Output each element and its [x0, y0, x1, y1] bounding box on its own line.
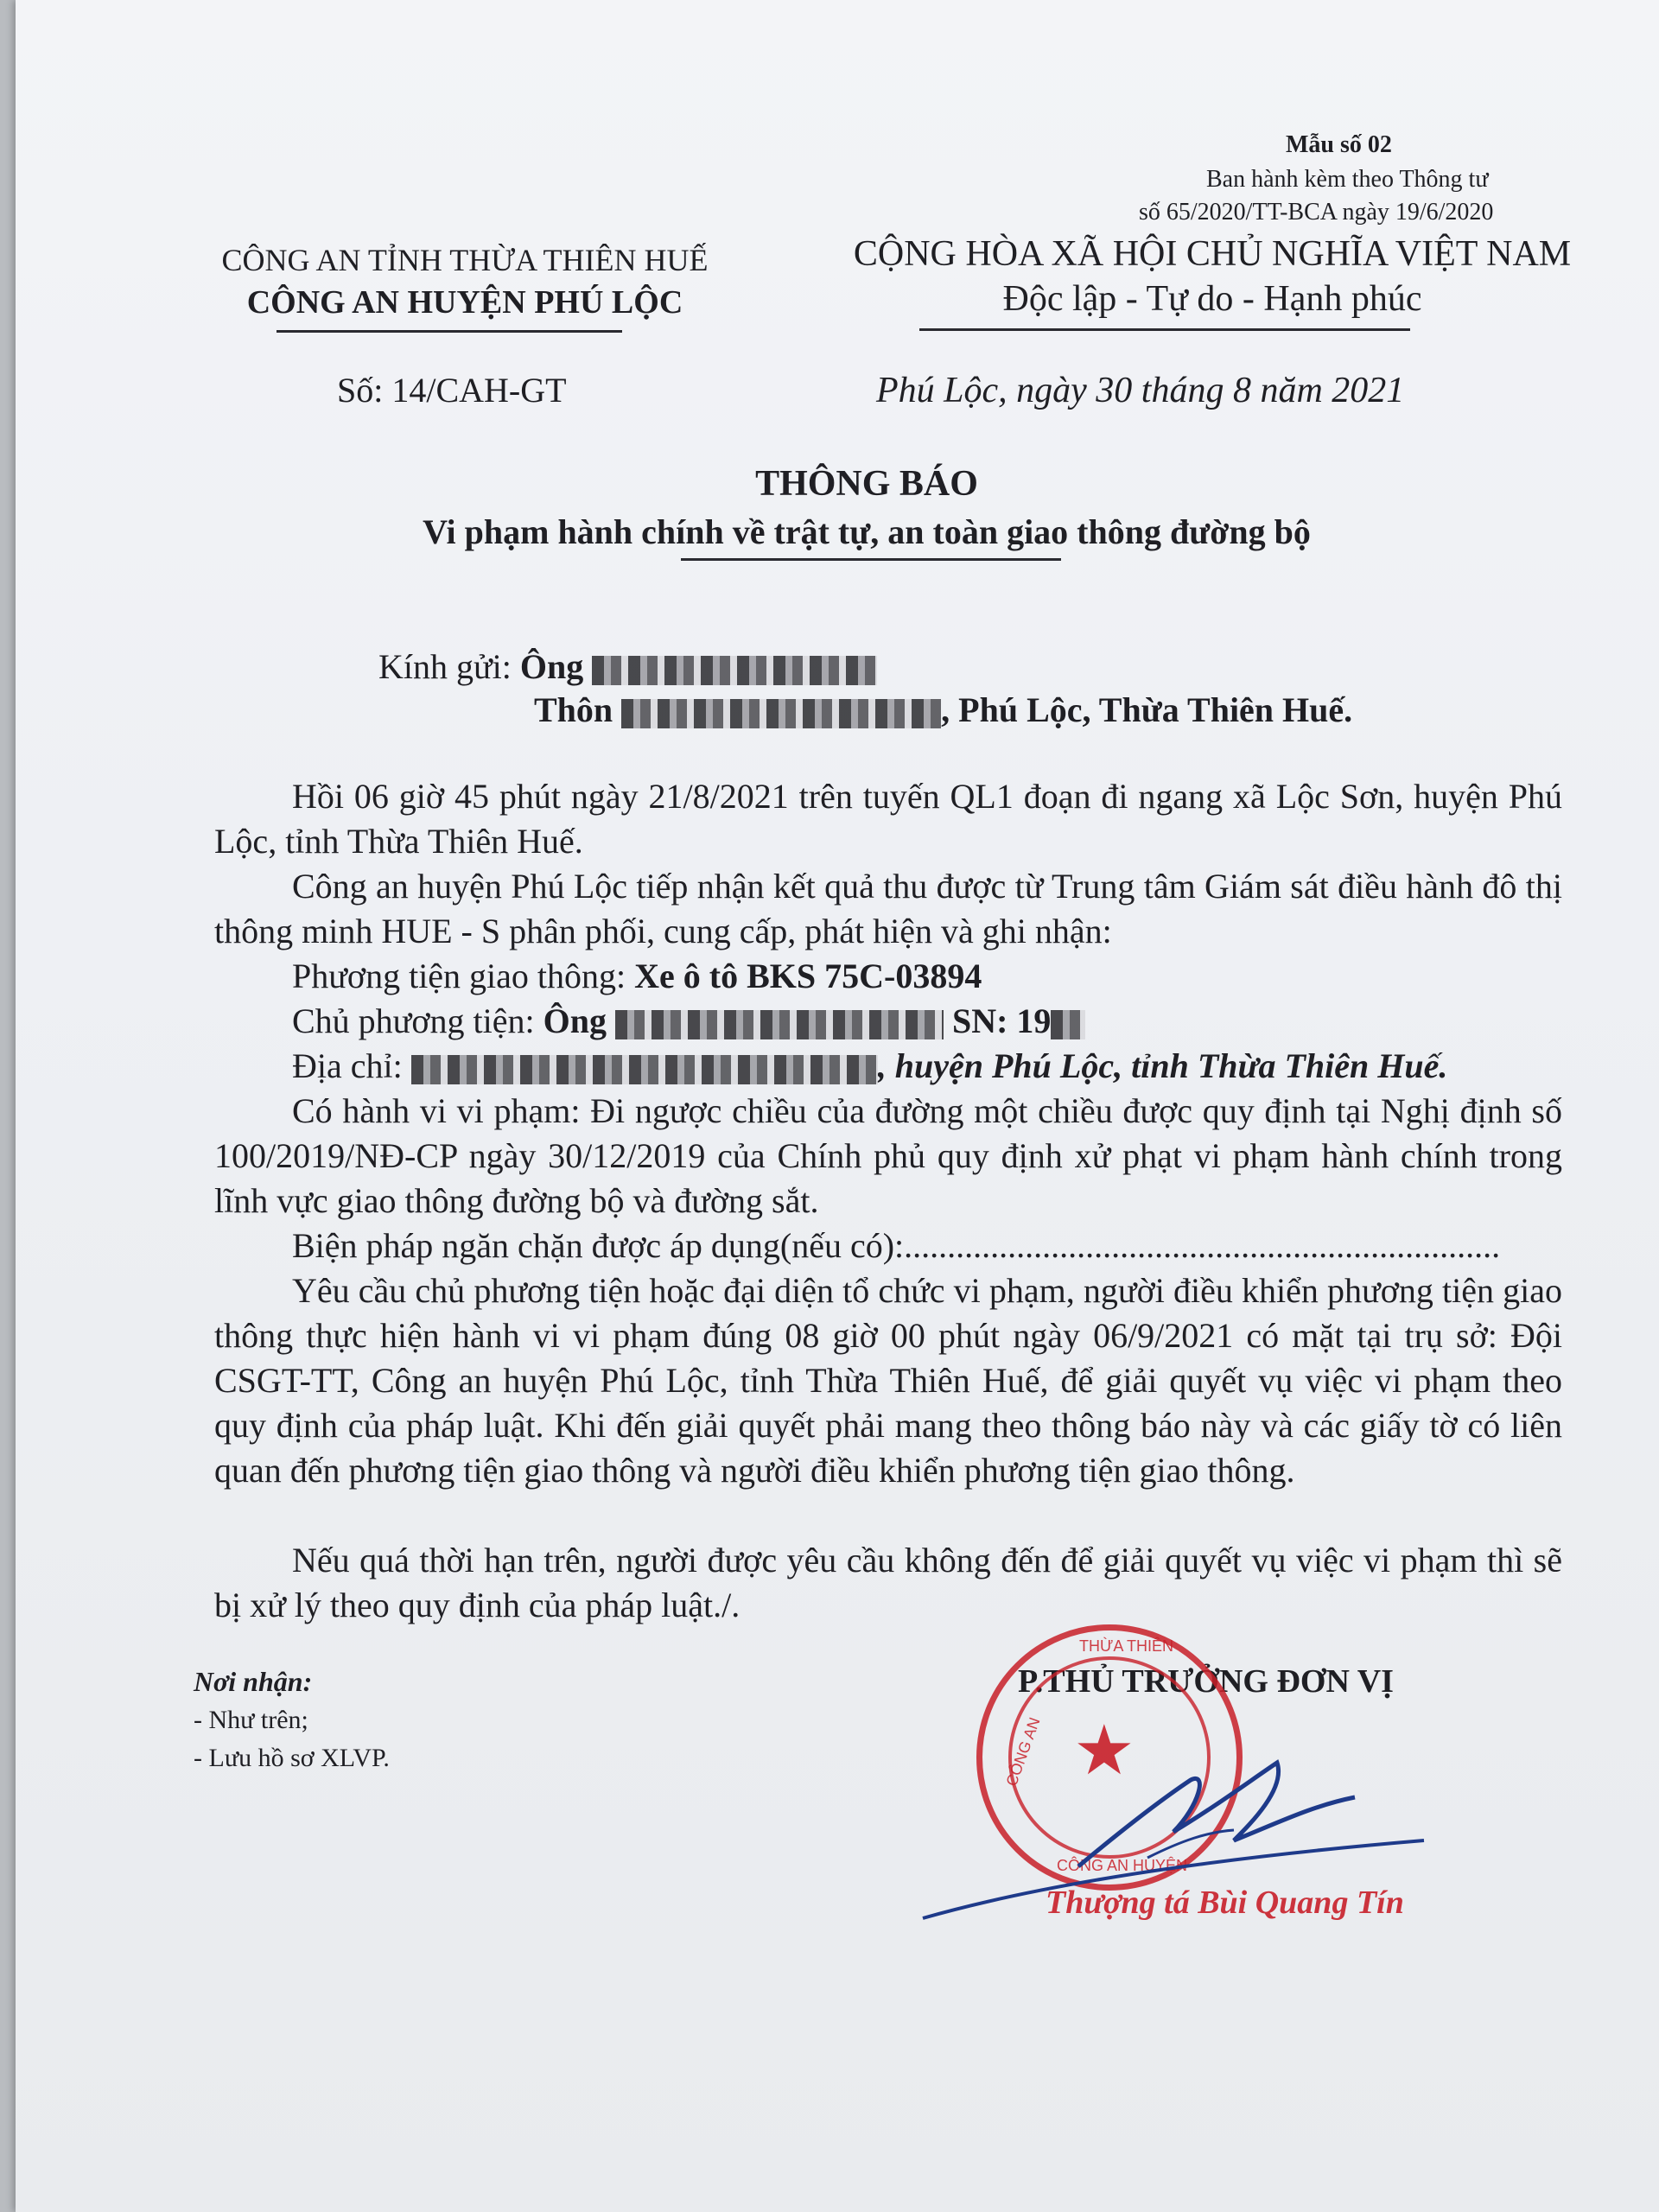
vehicle-value: Xe ô tô BKS 75C-03894: [634, 957, 982, 995]
redacted-birth: [1051, 1010, 1085, 1039]
recipient-label: Kính gửi:: [378, 647, 512, 686]
stamp-text-bottom: CÔNG AN HUYỆN: [1057, 1857, 1188, 1874]
paragraph-measures: Biện pháp ngăn chặn được áp dụng(nếu có):.....................................................................: [292, 1226, 1501, 1265]
notice-subtitle: Vi phạm hành chính về trật tự, an toàn giao thông đường bộ: [423, 512, 1311, 551]
notice-title: THÔNG BÁO: [755, 464, 978, 504]
recipient-name-prefix: Ông: [519, 647, 584, 686]
recipients-item: - Lưu hồ sơ XLVP.: [194, 1744, 390, 1772]
owner-label: Chủ phương tiện:: [292, 1001, 535, 1040]
paragraph-warning: Nếu quá thời hạn trên, người được yêu cầu không đến để giải quyết vụ việc vi phạm thì sẽ bị xử lý theo quy định của pháp luật./.: [214, 1541, 1562, 1624]
form-circular: số 65/2020/TT-BCA ngày 19/6/2020: [1139, 199, 1494, 226]
owner-line: [292, 999, 1085, 1044]
address-label: Địa chỉ:: [292, 1046, 403, 1085]
signature-title: P.THỦ TRƯỞNG ĐƠN VỊ: [1018, 1663, 1394, 1700]
redacted-address: [411, 1055, 878, 1084]
stamp-text-left: CÔNG AN: [1002, 1714, 1044, 1789]
agency-underline: [276, 330, 622, 333]
redacted-village: [621, 699, 941, 728]
agency-unit: CÔNG AN HUYỆN PHÚ LỘC: [246, 284, 683, 321]
form-number: Mẫu số 02: [1286, 131, 1392, 158]
paragraph-request: Yêu cầu chủ phương tiện hoặc đại diện tổ chức vi phạm, người điều khiển phương tiện giao thông thực hiện hành vi vi phạm đúng 08 giờ 00 phút ngày 06/9/2021 có mặt tại trụ sở: Đội CSGT-TT, Công an huyện Phú Lộc, tỉnh Thừa Thiên Huế, để giải quyết vụ việc vi phạm theo quy định của pháp luật. Khi đến giải quyết phải mang theo thông báo này và các giấy tờ có liên quan đến phương tiện giao thông và người điều khiển phương tiện giao thông.: [214, 1271, 1562, 1490]
signer-name: Thượng tá Bùi Quang Tín: [1046, 1885, 1404, 1921]
address-suffix: , huyện Phú Lộc, tỉnh Thừa Thiên Huế.: [877, 1046, 1448, 1085]
document-page: [16, 0, 1659, 2212]
recipients-heading: Nơi nhận:: [194, 1666, 313, 1697]
recipient-address: [534, 688, 1352, 733]
motto-underline: [919, 328, 1410, 331]
stamp-text-top: THỪA THIÊN: [1079, 1637, 1174, 1655]
recipients-item: - Như trên;: [194, 1706, 308, 1734]
address-line: [292, 1044, 1447, 1089]
paragraph-violation: Có hành vi vi phạm: Đi ngược chiều của đường một chiều được quy định tại Nghị định số 100/2019/NĐ-CP ngày 30/12/2019 của Chính phủ quy định xử phạt vi phạm hành chính trong lĩnh vực giao thông đường bộ và đường sắt.: [214, 1091, 1562, 1220]
recipient-address-suffix: , Phú Lộc, Thừa Thiên Huế.: [941, 690, 1353, 729]
star-icon: ★: [1073, 1713, 1135, 1789]
recipient-address-prefix: Thôn: [534, 690, 613, 729]
paragraph-source: Công an huyện Phú Lộc tiếp nhận kết quả thu được từ Trung tâm Giám sát điều hành đô thị thông minh HUE - S phân phối, cung cấp, phát hiện và ghi nhận:: [214, 867, 1562, 950]
national-name: CỘNG HÒA XÃ HỘI CHỦ NGHĨA VIỆT NAM: [853, 234, 1572, 274]
recipient-line: [378, 645, 877, 690]
form-issued-with: Ban hành kèm theo Thông tư: [1206, 166, 1489, 193]
vehicle-label: Phương tiện giao thông:: [292, 957, 626, 995]
vehicle-line: [292, 954, 982, 999]
document-number: Số: 14/CAH-GT: [337, 371, 567, 410]
redacted-name: [592, 656, 877, 685]
owner-prefix: Ông: [543, 1001, 607, 1040]
owner-birth: SN: 19: [951, 1001, 1052, 1040]
place-date: Phú Lộc, ngày 30 tháng 8 năm 2021: [876, 371, 1405, 410]
agency-parent: CÔNG AN TỈNH THỪA THIÊN HUẾ: [221, 243, 709, 277]
national-motto: Độc lập - Tự do - Hạnh phúc: [1002, 279, 1422, 319]
paragraph-time-place: Hồi 06 giờ 45 phút ngày 21/8/2021 trên tuyến QL1 đoạn đi ngang xã Lộc Sơn, huyện Phú Lộc, tỉnh Thừa Thiên Huế.: [214, 777, 1562, 861]
redacted-owner: [615, 1010, 944, 1039]
title-underline: [681, 558, 1061, 561]
